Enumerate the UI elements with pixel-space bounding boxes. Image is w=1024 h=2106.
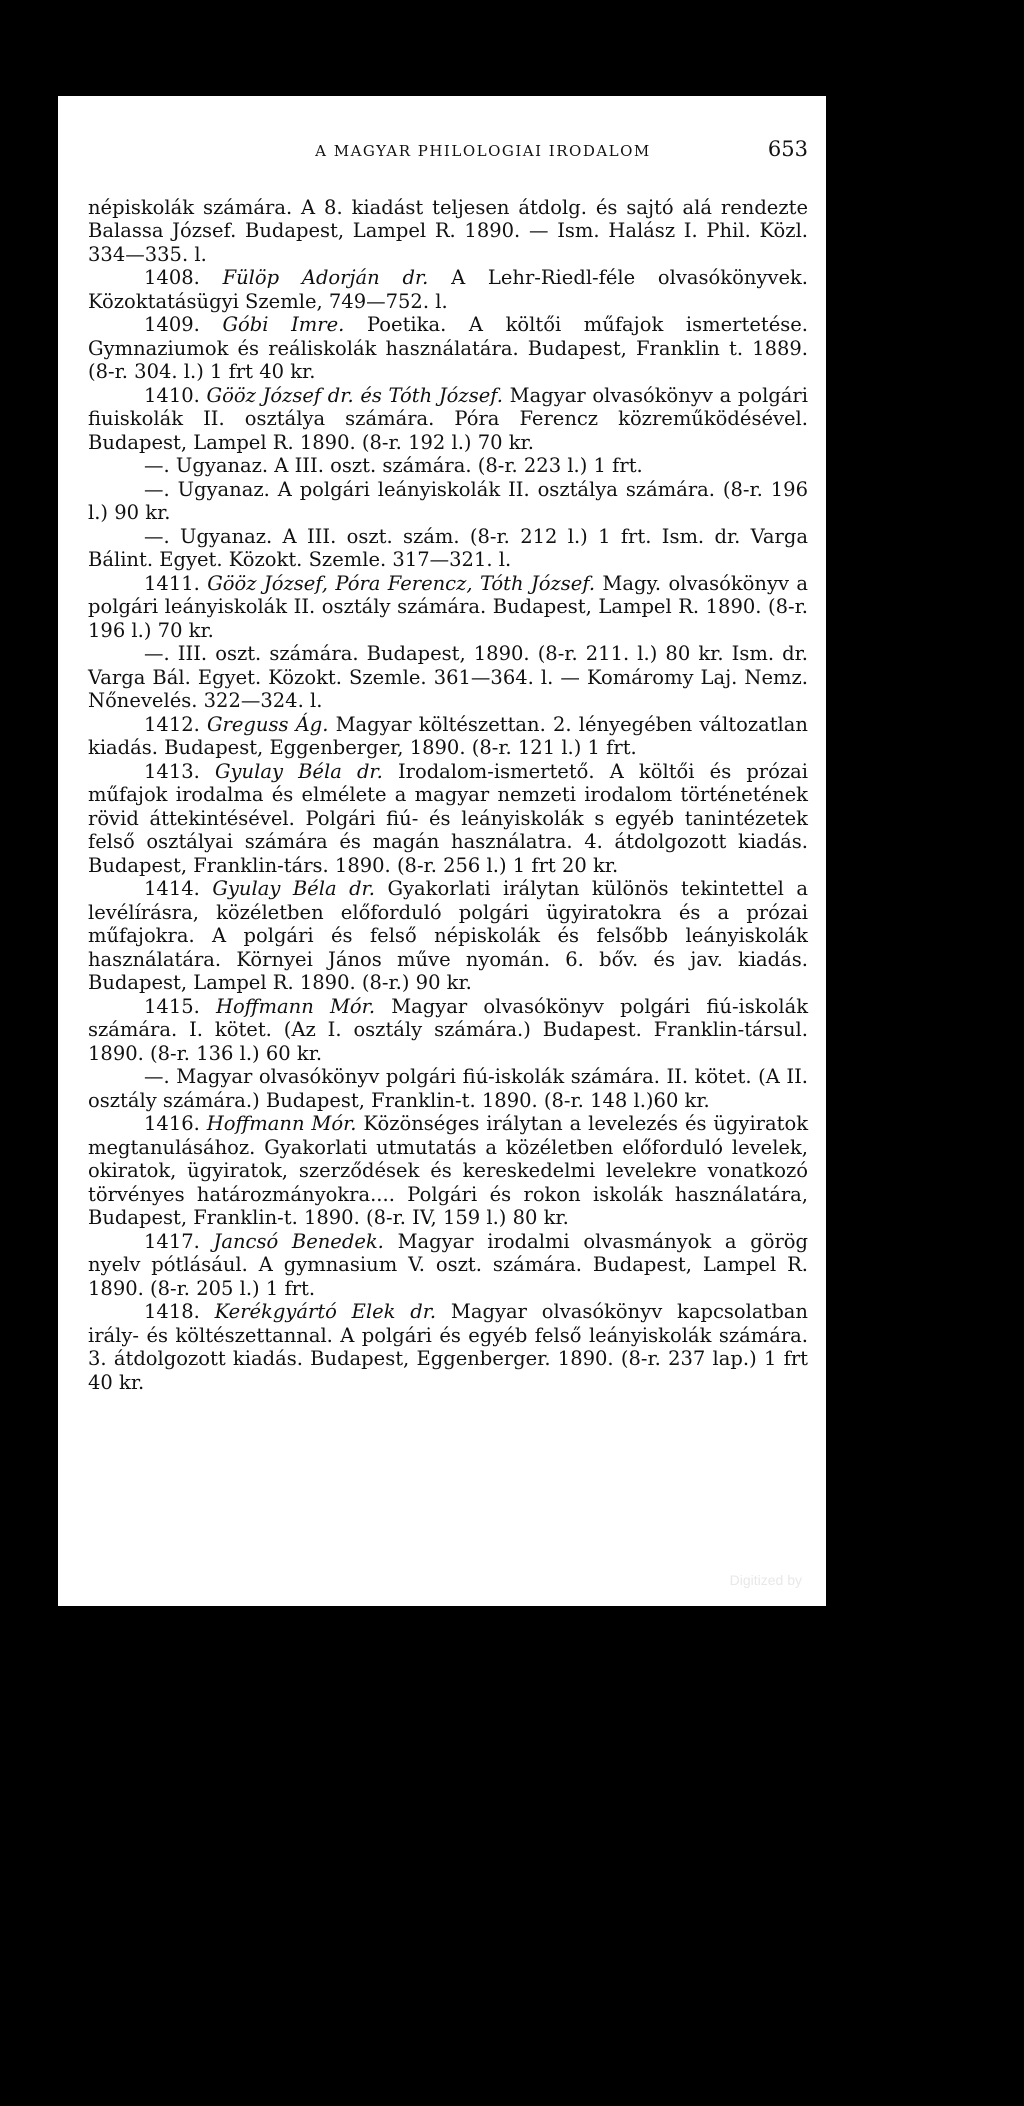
entry-text: népiskolák számára. A 8. kiadást teljesen átdolg. és sajtó alá rendezte Balassa József. Budapest, Lampel R. 1890. — Ism. Halász I. Phil. Közl. 334—335. l. <box>88 195 808 266</box>
entry-number: 1409. <box>144 313 200 336</box>
continued-entry <box>88 196 808 267</box>
entry-text: Gyakorlati irálytan különös tekintettel a levélírásra, közéletben előforduló polgári ügyiratokra és a prózai műfajokra. A polgári és felső népiskolák és felsőbb leányiskolák használatára. Környei János műve nyomán. 6. bőv. és jav. kiadás. Budapest, Lampel R. 1890. (8-r.) 90 kr. <box>88 877 808 994</box>
bibliography-entry <box>88 713 808 760</box>
entry-text: —. Magyar olvasókönyv polgári fiú-iskolák számára. II. kötet. (A II. osztály számára.) Budapest, Franklin-t. 1890. (8-r. 148 l.)60 kr. <box>88 1065 808 1112</box>
entry-author: Gyulay Béla dr. <box>212 877 375 900</box>
entry-text: —. Ugyanaz. A III. oszt. számára. (8-r. 223 l.) 1 frt. <box>144 454 643 477</box>
sub-entry <box>88 642 808 713</box>
entry-number: 1408. <box>144 266 200 289</box>
sub-entry <box>88 525 808 572</box>
entry-author: Fülöp Adorján dr. <box>222 266 429 289</box>
bibliography-entry <box>88 760 808 878</box>
entry-number: 1412. <box>144 712 200 736</box>
bibliography-entry <box>88 1112 808 1230</box>
bibliography-entry <box>88 1300 808 1394</box>
entry-text: Magyar olvasókönyv polgári fiú-iskolák számára. I. kötet. (Az I. osztály számára.) Budapest. Franklin-társul. 1890. (8-r. 136 l.) 60 kr. <box>88 994 809 1065</box>
entry-text: Magyar költészettan. 2. lényegében változatlan kiadás. Budapest, Eggenberger, 1890. (8-r. 121 l.) 1 frt. <box>88 712 808 759</box>
running-title: A MAGYAR PHILOLOGIAI IRODALOM <box>315 142 651 160</box>
bibliography-entry <box>88 1230 808 1301</box>
entry-number: 1413. <box>144 759 200 783</box>
entry-text: —. III. oszt. számára. Budapest, 1890. (8-r. 211. l.) 80 kr. Ism. dr. Varga Bál. Egyet. Közokt. Szemle. 361—364. l. — Komáromy Laj. Nemz. Nőnevelés. 322—324. l. <box>88 642 808 712</box>
entry-author: Góbi Imre. <box>222 313 345 336</box>
entry-author: Greguss Ág. <box>206 712 329 736</box>
bibliography-entry <box>88 995 808 1066</box>
entry-text: Irodalom-ismertető. A költői és prózai műfajok irodalma és elmélete a magyar nemzeti irodalom történetének rövid áttekintésével. Polgári fiú- és leányiskolák s egyéb tanintézetek felső osztályai számára és magán használatra. 4. átdolgozott kiadás. Budapest, Franklin-társ. 1890. (8-r. 256 l.) 1 frt 20 kr. <box>88 759 808 877</box>
entry-author: Kerékgyártó Elek dr. <box>214 1300 437 1323</box>
entry-author: Gyulay Béla dr. <box>214 759 383 783</box>
entry-author: Gööz József dr. és Tóth József. <box>206 383 503 407</box>
entry-text: —. Ugyanaz. A polgári leányiskolák II. osztálya számára. (8-r. 196 l.) 90 kr. <box>88 477 808 524</box>
entry-text: Közönséges irálytan a levelezés és ügyiratok megtanulásához. Gyakorlati utmutatás a közéletben előforduló levelek, okiratok, ügyiratok, szerződések és kereskedelmi levelekre vonatkozó törvényes határozmányokra.... Polgári és rokon iskolák használatára, Budapest, Franklin-t. 1890. (8-r. IV, 159 l.) 80 kr. <box>88 1112 809 1229</box>
entry-number: 1416. <box>144 1112 200 1135</box>
entry-text: Magyar olvasókönyv a polgári fiuiskolák II. osztálya számára. Póra Ferencz közreműködésével. Budapest, Lampel R. 1890. (8-r. 192 l.) 70 kr. <box>88 383 808 454</box>
running-header <box>88 138 808 164</box>
bibliography-entry <box>88 313 808 384</box>
bibliography-entry <box>88 877 808 995</box>
sub-entry <box>88 1065 808 1112</box>
bibliography-entry <box>88 572 808 643</box>
entry-author: Jancsó Benedek. <box>213 1229 384 1253</box>
entry-number: 1418. <box>144 1300 200 1323</box>
entry-text: A Lehr-Riedl-féle olvasókönyvek. Közoktatásügyi Szemle, 749—752. l. <box>88 266 808 313</box>
entry-text: Magyar olvasókönyv kapcsolatban irály- és költészettannal. A polgári és egyéb felső leányiskolák számára. 3. átdolgozott kiadás. Budapest, Eggenberger. 1890. (8-r. 237 lap.) 1 frt 40 kr. <box>88 1300 808 1394</box>
entry-text: Magyar irodalmi olvasmányok a görög nyelv pótlásául. A gymnasium V. oszt. számára. Budapest, Lampel R. 1890. (8-r. 205 l.) 1 frt. <box>88 1229 808 1300</box>
sub-entry <box>88 454 808 478</box>
book-page <box>58 96 826 1606</box>
bibliography-entry <box>88 266 808 313</box>
entry-number: 1411. <box>144 571 200 595</box>
entry-number: 1414. <box>144 877 200 900</box>
entry-author: Hoffmann Mór. <box>206 1112 357 1135</box>
entry-number: 1415. <box>144 994 200 1018</box>
entry-text: Magy. olvasókönyv a polgári leányiskolák II. osztály számára. Budapest, Lampel R. 1890. (8-r. 196 l.) 70 kr. <box>88 571 808 642</box>
entry-number: 1417. <box>144 1229 200 1253</box>
bibliography-entry <box>88 384 808 455</box>
entry-number: 1410. <box>144 383 200 407</box>
digitized-credit: Digitized by <box>729 1572 802 1588</box>
entry-text: —. Ugyanaz. A III. oszt. szám. (8-r. 212 l.) 1 frt. Ism. dr. Varga Bálint. Egyet. Közokt. Szemle. 317—321. l. <box>88 524 808 571</box>
bibliography-body <box>88 196 808 1395</box>
sub-entry <box>88 478 808 525</box>
entry-author: Gööz József, Póra Ferencz, Tóth József. <box>207 571 596 595</box>
entry-text: Poetika. A költői műfajok ismertetése. Gymnaziumok és reáliskolák használatára. Budapest, Franklin t. 1889. (8-r. 304. l.) 1 frt 40 kr. <box>88 313 808 383</box>
page-number: 653 <box>767 137 808 161</box>
entry-author: Hoffmann Mór. <box>216 994 376 1018</box>
